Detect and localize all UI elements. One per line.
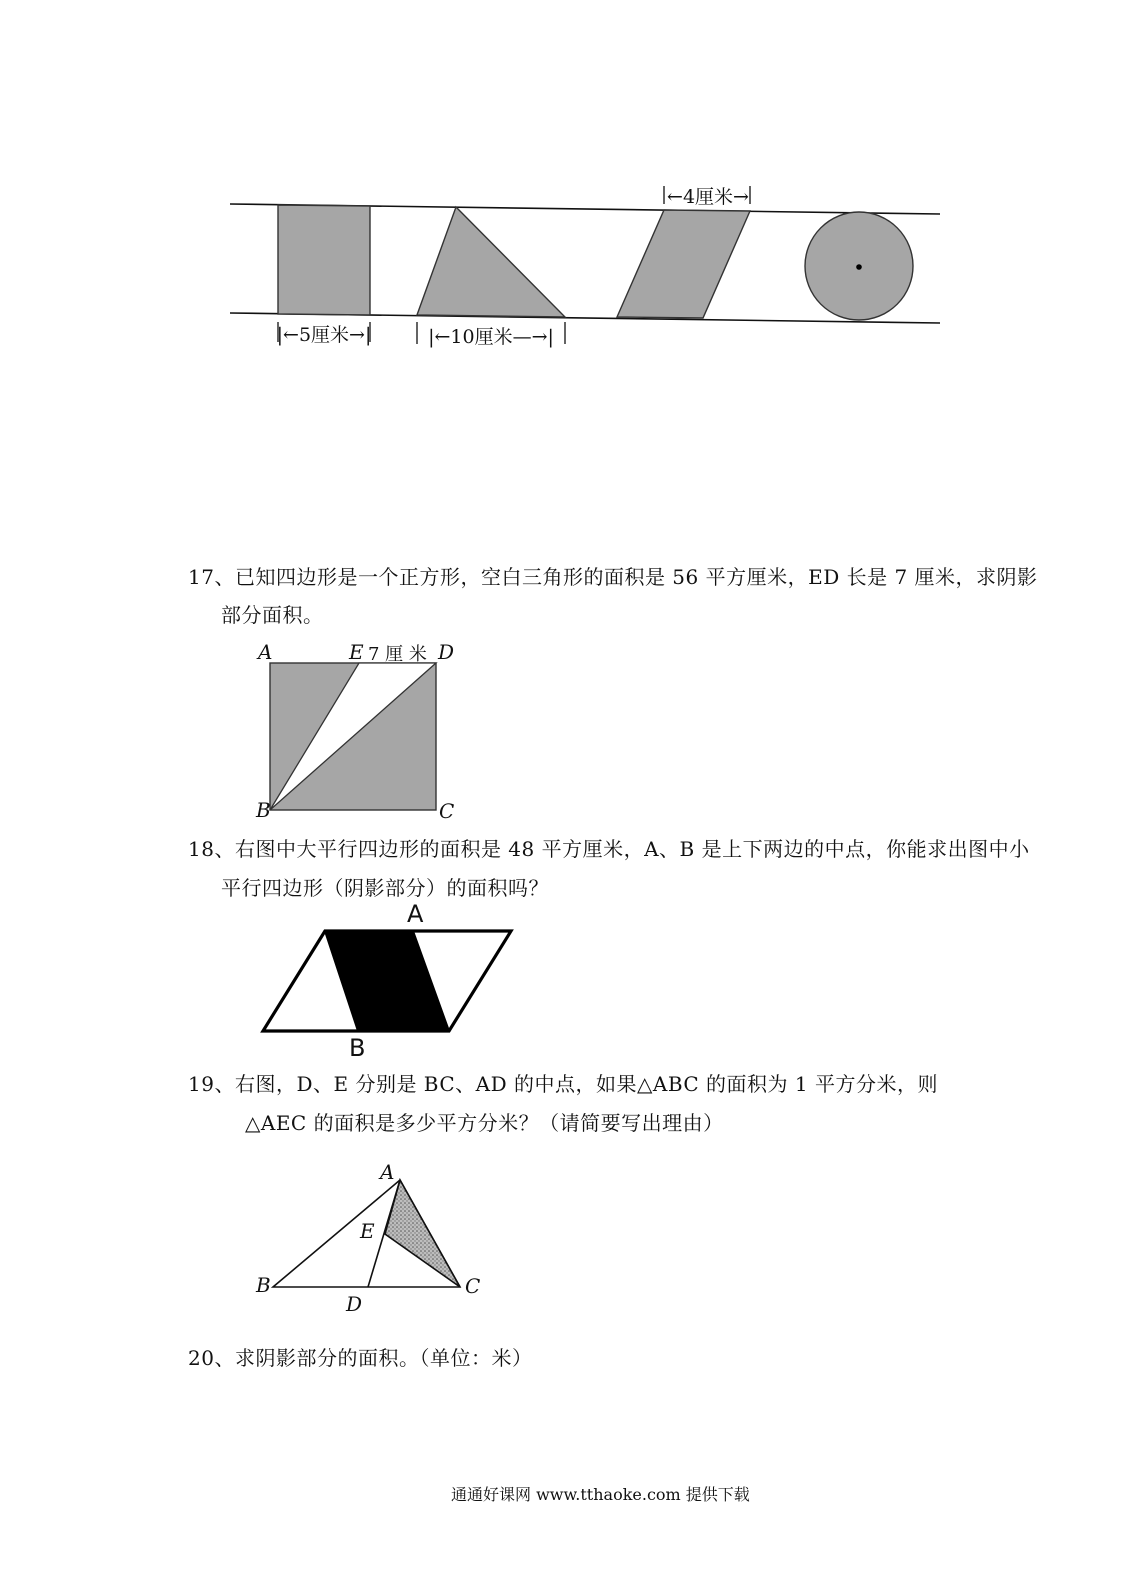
dim-label-4cm: ←4厘米→ bbox=[667, 186, 749, 208]
footer-source-text: 通通好课网 www.tthaoke.com 提供下载 bbox=[451, 1485, 750, 1504]
q17-label-ED-length: 7 厘 米 bbox=[368, 644, 427, 665]
q20-line1: 20、求阴影部分的面积。（单位：米） bbox=[188, 1346, 533, 1370]
q17-line2: 部分面积。 bbox=[221, 603, 324, 627]
q18-label-B: B bbox=[349, 1034, 366, 1062]
q18-label-A: A bbox=[407, 900, 424, 928]
figure-parallel-shapes bbox=[0, 0, 1122, 360]
dim-label-10cm: |←10厘米—→| bbox=[428, 326, 554, 348]
shaded-parallelogram bbox=[617, 210, 750, 318]
q19-label-A: A bbox=[380, 1160, 395, 1184]
q17-label-D: D bbox=[438, 640, 455, 664]
shaded-square bbox=[278, 205, 370, 315]
circle-center-dot bbox=[856, 264, 862, 270]
q19-label-D: D bbox=[346, 1292, 363, 1316]
q17-label-A: A bbox=[258, 640, 273, 664]
q19-line1: 19、右图，D、E 分别是 BC、AD 的中点，如果△ABC 的面积为 1 平方分米，则 bbox=[188, 1072, 938, 1096]
q19-label-B: B bbox=[256, 1273, 271, 1297]
q19-shaded-triangle-AEC bbox=[385, 1180, 460, 1287]
q17-line1: 17、已知四边形是一个正方形，空白三角形的面积是 56 平方厘米，ED 长是 7 厘米，求阴影 bbox=[188, 565, 1038, 589]
q17-figure bbox=[255, 660, 455, 820]
dim-label-5cm: |←5厘米→| bbox=[276, 324, 372, 346]
q18-line1: 18、右图中大平行四边形的面积是 48 平方厘米，A、B 是上下两边的中点，你能求出图中小 bbox=[188, 837, 1030, 861]
q19-label-C: C bbox=[465, 1274, 481, 1298]
q17-label-B: B bbox=[256, 798, 271, 822]
shaded-triangle bbox=[417, 207, 565, 317]
q18-figure bbox=[255, 925, 525, 1040]
q19-line2: △AEC 的面积是多少平方分米？（请简要写出理由） bbox=[245, 1111, 724, 1135]
q17-label-E: E bbox=[349, 640, 364, 664]
q18-line2: 平行四边形（阴影部分）的面积吗？ bbox=[221, 876, 549, 900]
q17-label-C: C bbox=[439, 799, 455, 823]
q19-label-E: E bbox=[360, 1219, 375, 1243]
